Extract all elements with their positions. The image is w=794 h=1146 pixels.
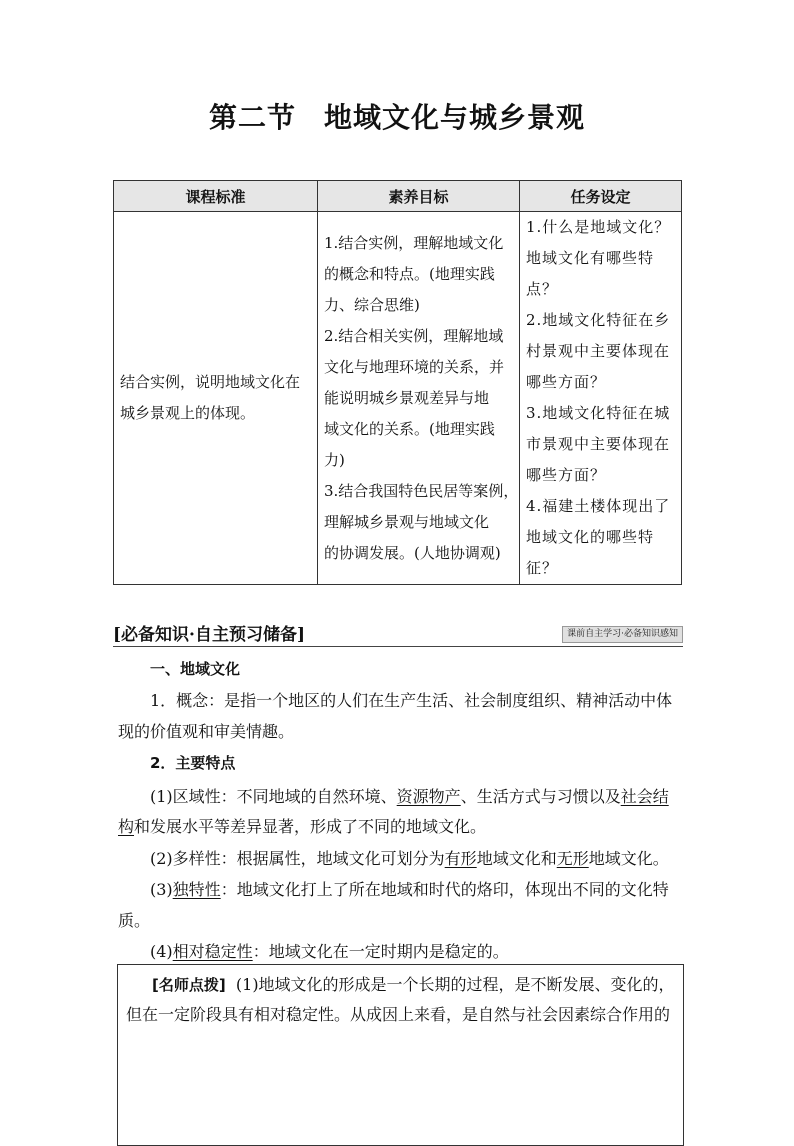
cell-line: 3.地域文化特征在城	[526, 404, 671, 422]
cell-line: 哪些方面？	[526, 466, 607, 484]
header-literacy-goals: 素养目标	[318, 181, 520, 212]
cell-line: 城乡景观上的体现。	[120, 404, 256, 422]
cell-line: 地域文化有哪些特	[526, 249, 655, 267]
concept-line: 现的价值观和审美情趣。	[118, 722, 295, 741]
cell-line: 地域文化的哪些特	[526, 528, 655, 546]
section-tag: 课前自主学习·必备知识感知	[562, 626, 683, 643]
feature-diversity: (2)多样性：根据属性，地域文化可划分为有形地域文化和无形地域文化。	[150, 849, 669, 868]
cell-line: 文化与地理环境的关系，并	[324, 357, 505, 376]
cell-line: 3.结合我国特色民居等案例，	[324, 481, 519, 500]
teacher-tip-box	[117, 964, 684, 1146]
cell-line: 2.地域文化特征在乡	[526, 311, 671, 329]
cell-line: 市景观中主要体现在	[526, 435, 671, 453]
cell-line: 的概念和特点。(地理实践	[324, 264, 495, 283]
section-name: 地域文化与城乡景观	[324, 101, 586, 134]
table-row	[114, 212, 682, 585]
cell-line: 哪些方面？	[526, 373, 607, 391]
cell-line: 力、综合思维)	[324, 295, 420, 314]
cell-line: 理解城乡景观与地域文化	[324, 512, 490, 531]
cell-line: 点？	[526, 280, 559, 298]
concept-line: 1．概念：是指一个地区的人们在生产生活、社会制度组织、精神活动中体	[150, 691, 673, 710]
cell-line: 4.福建土楼体现出了	[526, 497, 671, 515]
heading-main-features: 2．主要特点	[150, 754, 236, 772]
cell-line: 村景观中主要体现在	[526, 342, 671, 360]
cell-line: 1.什么是地域文化？	[526, 218, 671, 236]
section-number: 第二节	[208, 101, 296, 134]
cell-line: 的协调发展。(人地协调观)	[324, 543, 501, 562]
header-curriculum-standard: 课程标准	[114, 181, 318, 212]
feature-stability: (4)相对稳定性：地域文化在一定时期内是稳定的。	[150, 942, 509, 961]
section-title: [必备知识·自主预习储备]	[113, 625, 306, 645]
cell-line: 能说明城乡景观差异与地	[324, 388, 490, 407]
page-title	[0, 96, 794, 136]
tip-line: 但在一定阶段具有相对稳定性。从成因上来看，是自然与社会因素综合作用的	[126, 1005, 671, 1024]
cell-task-setting	[520, 212, 682, 585]
curriculum-table	[113, 180, 682, 585]
cell-line: 2.结合相关实例，理解地域	[324, 326, 504, 345]
feature-regionality-cont: 构和发展水平等差异显著，形成了不同的地域文化。	[118, 817, 487, 836]
cell-curriculum-standard	[114, 212, 318, 585]
header-task-setting: 任务设定	[520, 181, 682, 212]
cell-line: 征？	[526, 559, 559, 577]
tip-line: [名师点拨] (1)地域文化的形成是一个长期的过程，是不断发展、变化的，	[152, 975, 675, 994]
cell-literacy-goals	[318, 212, 520, 585]
cell-line: 域文化的关系。(地理实践	[324, 419, 495, 438]
feature-uniqueness: (3)独特性：地域文化打上了所在地域和时代的烙印，体现出不同的文化特	[150, 880, 669, 899]
cell-line: 1.结合实例，理解地域文化	[324, 233, 504, 252]
cell-line: 力)	[324, 450, 345, 469]
tip-label: [名师点拨]	[152, 976, 226, 994]
heading-regional-culture: 一、地域文化	[150, 660, 241, 678]
feature-regionality: (1)区域性：不同地域的自然环境、资源物产、生活方式与习惯以及社会结	[150, 787, 669, 806]
cell-line: 结合实例，说明地域文化在	[120, 373, 301, 391]
feature-uniqueness-cont: 质。	[118, 911, 151, 930]
section-header	[113, 620, 683, 647]
